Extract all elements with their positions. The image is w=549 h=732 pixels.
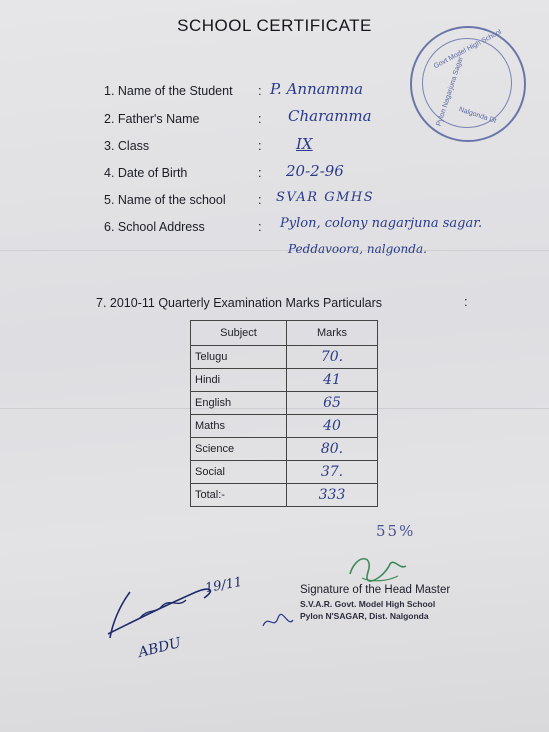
field-colon: : [258, 138, 262, 153]
subject-cell: Social [191, 461, 287, 484]
subject-cell: Maths [191, 415, 287, 438]
field-label-school-name: 5. Name of the school [104, 193, 226, 207]
headmaster-signature-mark [340, 548, 420, 588]
table-row [191, 346, 378, 369]
marks-cell: 37. [287, 461, 378, 484]
column-header-subject: Subject [191, 321, 287, 346]
field-colon: : [258, 192, 262, 207]
field-value-school-address-line2: Peddavoora, nalgonda. [288, 242, 427, 256]
signature-address-line: Pylon N'SAGAR, Dist. Nalgonda [300, 611, 429, 621]
certificate-title: SCHOOL CERTIFICATE [177, 16, 372, 35]
field-value-student-name: P. Annamma [270, 80, 364, 98]
field-value-class: IX [296, 135, 313, 153]
marks-table-header-row [191, 321, 378, 346]
marks-cell: 70. [287, 346, 378, 369]
student-sign-date: 19/11 [203, 574, 244, 597]
school-seal-stamp [410, 26, 526, 142]
field-value-school-name: SVAR GMHS [276, 190, 375, 205]
subject-cell: Telugu [191, 346, 287, 369]
total-marks-cell: 333 [287, 484, 378, 507]
field-value-school-address: Pylon, colony nagarjuna sagar. [280, 216, 483, 231]
signature-title: Signature of the Head Master [300, 584, 451, 596]
field-colon: : [258, 111, 262, 126]
field-value-date-of-birth: 20-2-96 [286, 162, 344, 180]
column-header-marks: Marks [287, 321, 378, 346]
subject-cell: Hindi [191, 369, 287, 392]
signature-school-line: S.V.A.R. Govt. Model High School [300, 599, 436, 609]
marks-table [190, 320, 378, 507]
marks-cell: 65 [287, 392, 378, 415]
field-label-date-of-birth: 4. Date of Birth [104, 166, 188, 180]
marks-cell: 80. [287, 438, 378, 461]
field-label-fathers-name: 2. Father's Name [104, 112, 200, 126]
table-row [191, 415, 378, 438]
subject-cell: Science [191, 438, 287, 461]
seal-text-top: Govt Model High School [432, 28, 503, 71]
marks-cell: 40 [287, 415, 378, 438]
table-row-total [191, 484, 378, 507]
marks-heading-colon: : [464, 294, 468, 309]
seal-text-bottom: Nalgonda Dt [457, 106, 498, 125]
field-value-fathers-name: Charamma [288, 107, 372, 125]
table-row [191, 392, 378, 415]
field-label-school-address: 6. School Address [104, 220, 205, 234]
field-colon: : [258, 165, 262, 180]
seal-text-side: Pylon Nagarjuna Sagar [435, 55, 465, 128]
subject-cell: English [191, 392, 287, 415]
field-label-class: 3. Class [104, 139, 150, 153]
marks-section-heading: 7. 2010-11 Quarterly Examination Marks Particulars [96, 296, 382, 310]
percentage-value: 55% [376, 522, 416, 540]
field-colon: : [258, 219, 262, 234]
table-row [191, 461, 378, 484]
student-sign-name: ABDU [136, 634, 183, 662]
headmaster-signature-block [300, 584, 450, 621]
paper-fold-line [0, 250, 549, 251]
initials-scribble [260, 610, 296, 634]
field-label-student-name: 1. Name of the Student [104, 84, 233, 98]
field-colon: : [258, 83, 262, 98]
marks-cell: 41 [287, 369, 378, 392]
total-label-cell: Total:- [191, 484, 287, 507]
table-row [191, 438, 378, 461]
table-row [191, 369, 378, 392]
